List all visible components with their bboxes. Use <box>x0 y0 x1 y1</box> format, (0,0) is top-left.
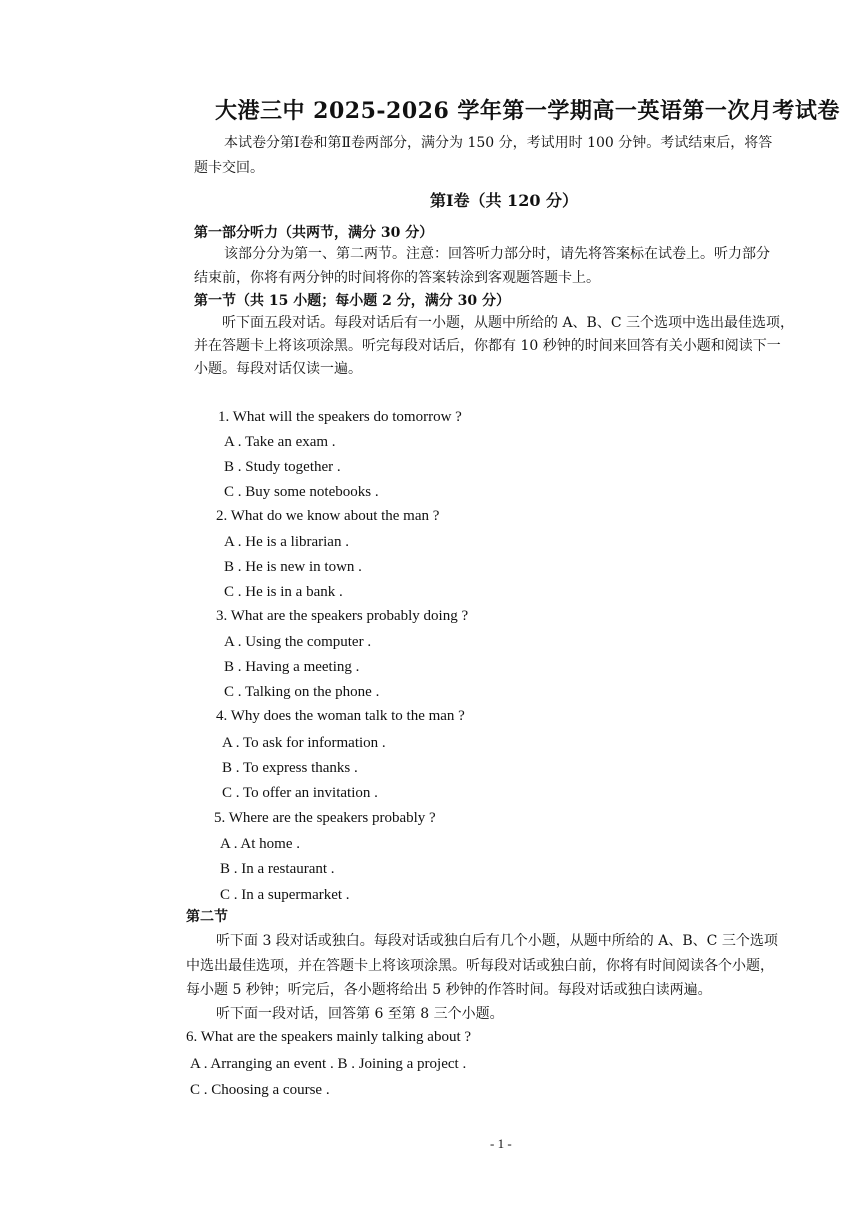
section1-line-2: 并在答题卡上将该项涂黑。听完每段对话后，你都有 10 秒钟的时间来回答有关小题和阅读下一 <box>194 338 781 354</box>
question-2-option-b: B . He is new in town . <box>224 559 362 575</box>
question-4-option-c: C . To offer an invitation . <box>222 785 378 801</box>
section2-heading: 第二节 <box>186 909 228 925</box>
question-1-option-b: B . Study together . <box>224 459 341 475</box>
page-title: 大港三中 2025-2026 学年第一学期高一英语第一次月考试卷 <box>215 98 840 124</box>
question-4-option-a: A . To ask for information . <box>222 735 386 751</box>
section2-line-2: 中选出最佳选项，并在答题卡上将该项涂黑。听每段对话或独白前，你将有时间阅读各个小题， <box>186 958 774 974</box>
section2-instruction: 听下面一段对话，回答第 6 至第 8 三个小题。 <box>216 1006 504 1022</box>
part1-heading: 第一部分听力（共两节，满分 30 分） <box>194 225 434 241</box>
section2-line-3: 每小题 5 秒钟；听完后，各小题将给出 5 秒钟的作答时间。每段对话或独白读两遍。 <box>186 982 712 998</box>
part1-desc-2: 结束前，你将有两分钟的时间将你的答案转涂到客观题答题卡上。 <box>194 270 600 286</box>
section2-line-1: 听下面 3 段对话或独白。每段对话或独白后有几个小题，从题中所给的 A、B、C 三个选项 <box>216 933 778 949</box>
question-3-option-c: C . Talking on the phone . <box>224 684 380 700</box>
question-5-option-a: A . At home . <box>220 836 301 852</box>
question-3-option-b: B . Having a meeting . <box>224 659 360 675</box>
question-5-option-c: C . In a supermarket . <box>220 887 350 903</box>
question-1-option-a: A . Take an exam . <box>224 434 336 450</box>
question-3-option-a: A . Using the computer . <box>224 634 372 650</box>
question-3: 3. What are the speakers probably doing ? <box>216 608 469 624</box>
question-4-option-b: B . To express thanks . <box>222 760 358 776</box>
question-2-option-c: C . He is in a bank . <box>224 584 343 600</box>
intro-line-1: 本试卷分第Ⅰ卷和第Ⅱ卷两部分，满分为 150 分，考试用时 100 分钟。考试结束后，将答 <box>224 135 773 151</box>
question-5-option-b: B . In a restaurant . <box>220 861 335 877</box>
question-4: 4. Why does the woman talk to the man ? <box>216 708 465 724</box>
section1-line-3: 小题。每段对话仅读一遍。 <box>194 361 362 377</box>
intro-line-2: 题卡交回。 <box>194 160 264 176</box>
section1-line-1: 听下面五段对话。每段对话后有一小题，从题中所给的 A、B、C 三个选项中选出最佳选项， <box>222 315 795 331</box>
question-6-options-ab: A . Arranging an event . B . Joining a project . <box>190 1056 467 1072</box>
question-6: 6. What are the speakers mainly talking about ? <box>186 1029 472 1045</box>
volume-title: 第Ⅰ卷（共 120 分） <box>430 191 579 210</box>
question-5: 5. Where are the speakers probably ? <box>214 810 436 826</box>
part1-desc-1: 该部分分为第一、第二两节。注意：回答听力部分时，请先将答案标在试卷上。听力部分 <box>224 246 770 262</box>
page-number: - 1 - <box>490 1136 512 1151</box>
section1-heading: 第一节（共 15 小题；每小题 2 分，满分 30 分） <box>194 293 510 309</box>
question-1: 1. What will the speakers do tomorrow ? <box>218 409 462 425</box>
question-2-option-a: A . He is a librarian . <box>224 534 349 550</box>
question-2: 2. What do we know about the man ? <box>216 508 440 524</box>
question-6-option-c: C . Choosing a course . <box>190 1082 330 1098</box>
question-1-option-c: C . Buy some notebooks . <box>224 484 379 500</box>
